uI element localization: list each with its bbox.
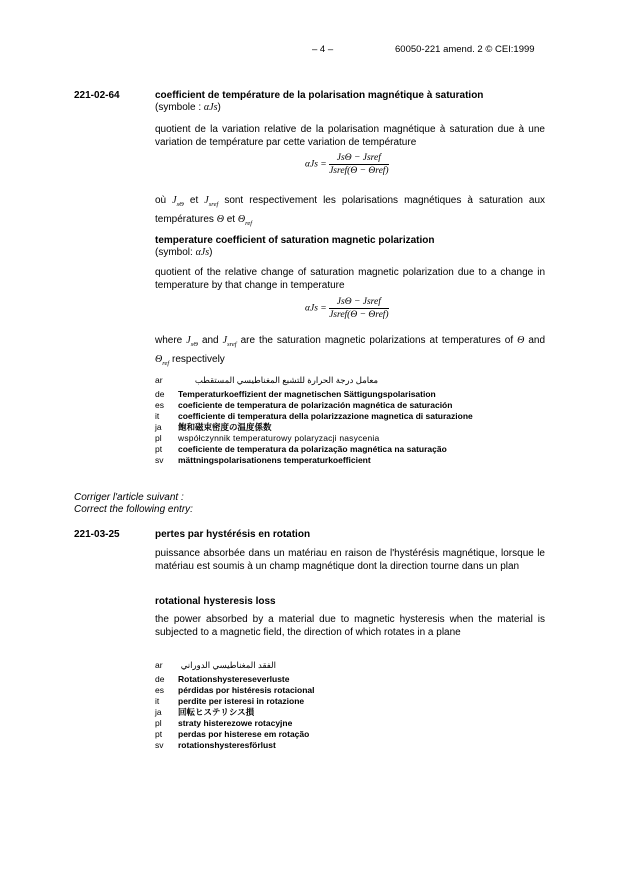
- symbol-en: (symbol: αJs): [155, 247, 213, 258]
- definition-fr: quotient de la variation relative de la polarisation magnétique à saturation due à une variation de température par cette variation de température: [155, 124, 545, 148]
- formula-fr: [305, 153, 389, 176]
- symbol-en-value: αJs: [195, 247, 210, 258]
- page-number: – 4 –: [312, 44, 334, 55]
- definition-en: the power absorbed by a material due to magnetic hysteresis when the material is subjected to a magnetic field, the direction of which rotates in a plane: [155, 614, 545, 638]
- term-fr: pertes par hystérésis en rotation: [155, 529, 311, 540]
- term-en: rotational hysteresis loss: [155, 596, 276, 607]
- document-reference: 60050-221 amend. 2 © CEI:1999: [395, 44, 535, 55]
- translations-list-1: ar معامل درجة الحرارة للتشبع المغناطيسي المستقطب de Temperaturkoeffizient der magnetischen Sättigungspolarisation es coeficiente de temperatura de polarización magnética de saturación it coefficiente di temperatura della polarizzazione magnetica di saturazione ja 飽和磁束密度の温度係数 pl współczynnik temperaturowy polaryzacji nasycenia pt coeficiente de temperatura da polarização magnética na saturação sv mättningspolarisationens temperaturkoefficient: [155, 375, 473, 465]
- entry-number: 221-02-64: [74, 90, 120, 101]
- formula-denominator: Jsref(Θ − Θref): [329, 166, 389, 176]
- translations-list-2: ar الفقد المغناطيسي الدوراني de Rotationshystereseverluste es pérdidas por histéresis rotacional it perdite per isteresi in rotazione ja 回転ヒステリシス損 pl straty histerezowe rotacyjne pt perdas por histerese em rotação sv rotationshysteresförlust: [155, 660, 315, 750]
- formula-en: αJs = $\frac{\text{JsΘ − Jsref}}{\text{Jsref(Θ − Θref)}}$: [305, 297, 389, 320]
- symbol-fr: (symbole : αJs): [155, 102, 221, 113]
- entry-number: 221-03-25: [74, 529, 120, 540]
- formula-lhs: αJs =: [305, 159, 327, 170]
- instruction-en: Correct the following entry:: [74, 504, 193, 515]
- where-fr: où $J_{s\Theta}$ et $J_{sref}$ sont respectivement les polarisations magnétiques à saturation aux températures Θ et $\Theta_{ref}$: [155, 195, 546, 227]
- formula-numerator: JsΘ − Jsref: [329, 153, 389, 165]
- symbol-fr-value: αJs: [203, 102, 218, 113]
- definition-en: quotient of the relative change of saturation magnetic polarization due to a change in temperature by that change in temperature: [155, 267, 545, 291]
- term-en: temperature coefficient of saturation magnetic polarization: [155, 235, 435, 246]
- where-en: where $J_{s\Theta}$ and $J_{sref}$ are the saturation magnetic polarizations at temperatures of Θ and $\Theta_{ref}$ respectively: [155, 335, 546, 367]
- definition-fr: puissance absorbée dans un matériau en raison de l'hystérésis magnétique, lorsque le matériau est soumis à un champ magnétique dont la direction tourne dans un plan: [155, 548, 545, 572]
- term-fr: coefficient de température de la polarisation magnétique à saturation: [155, 90, 484, 101]
- instruction-fr: Corriger l'article suivant :: [74, 492, 184, 503]
